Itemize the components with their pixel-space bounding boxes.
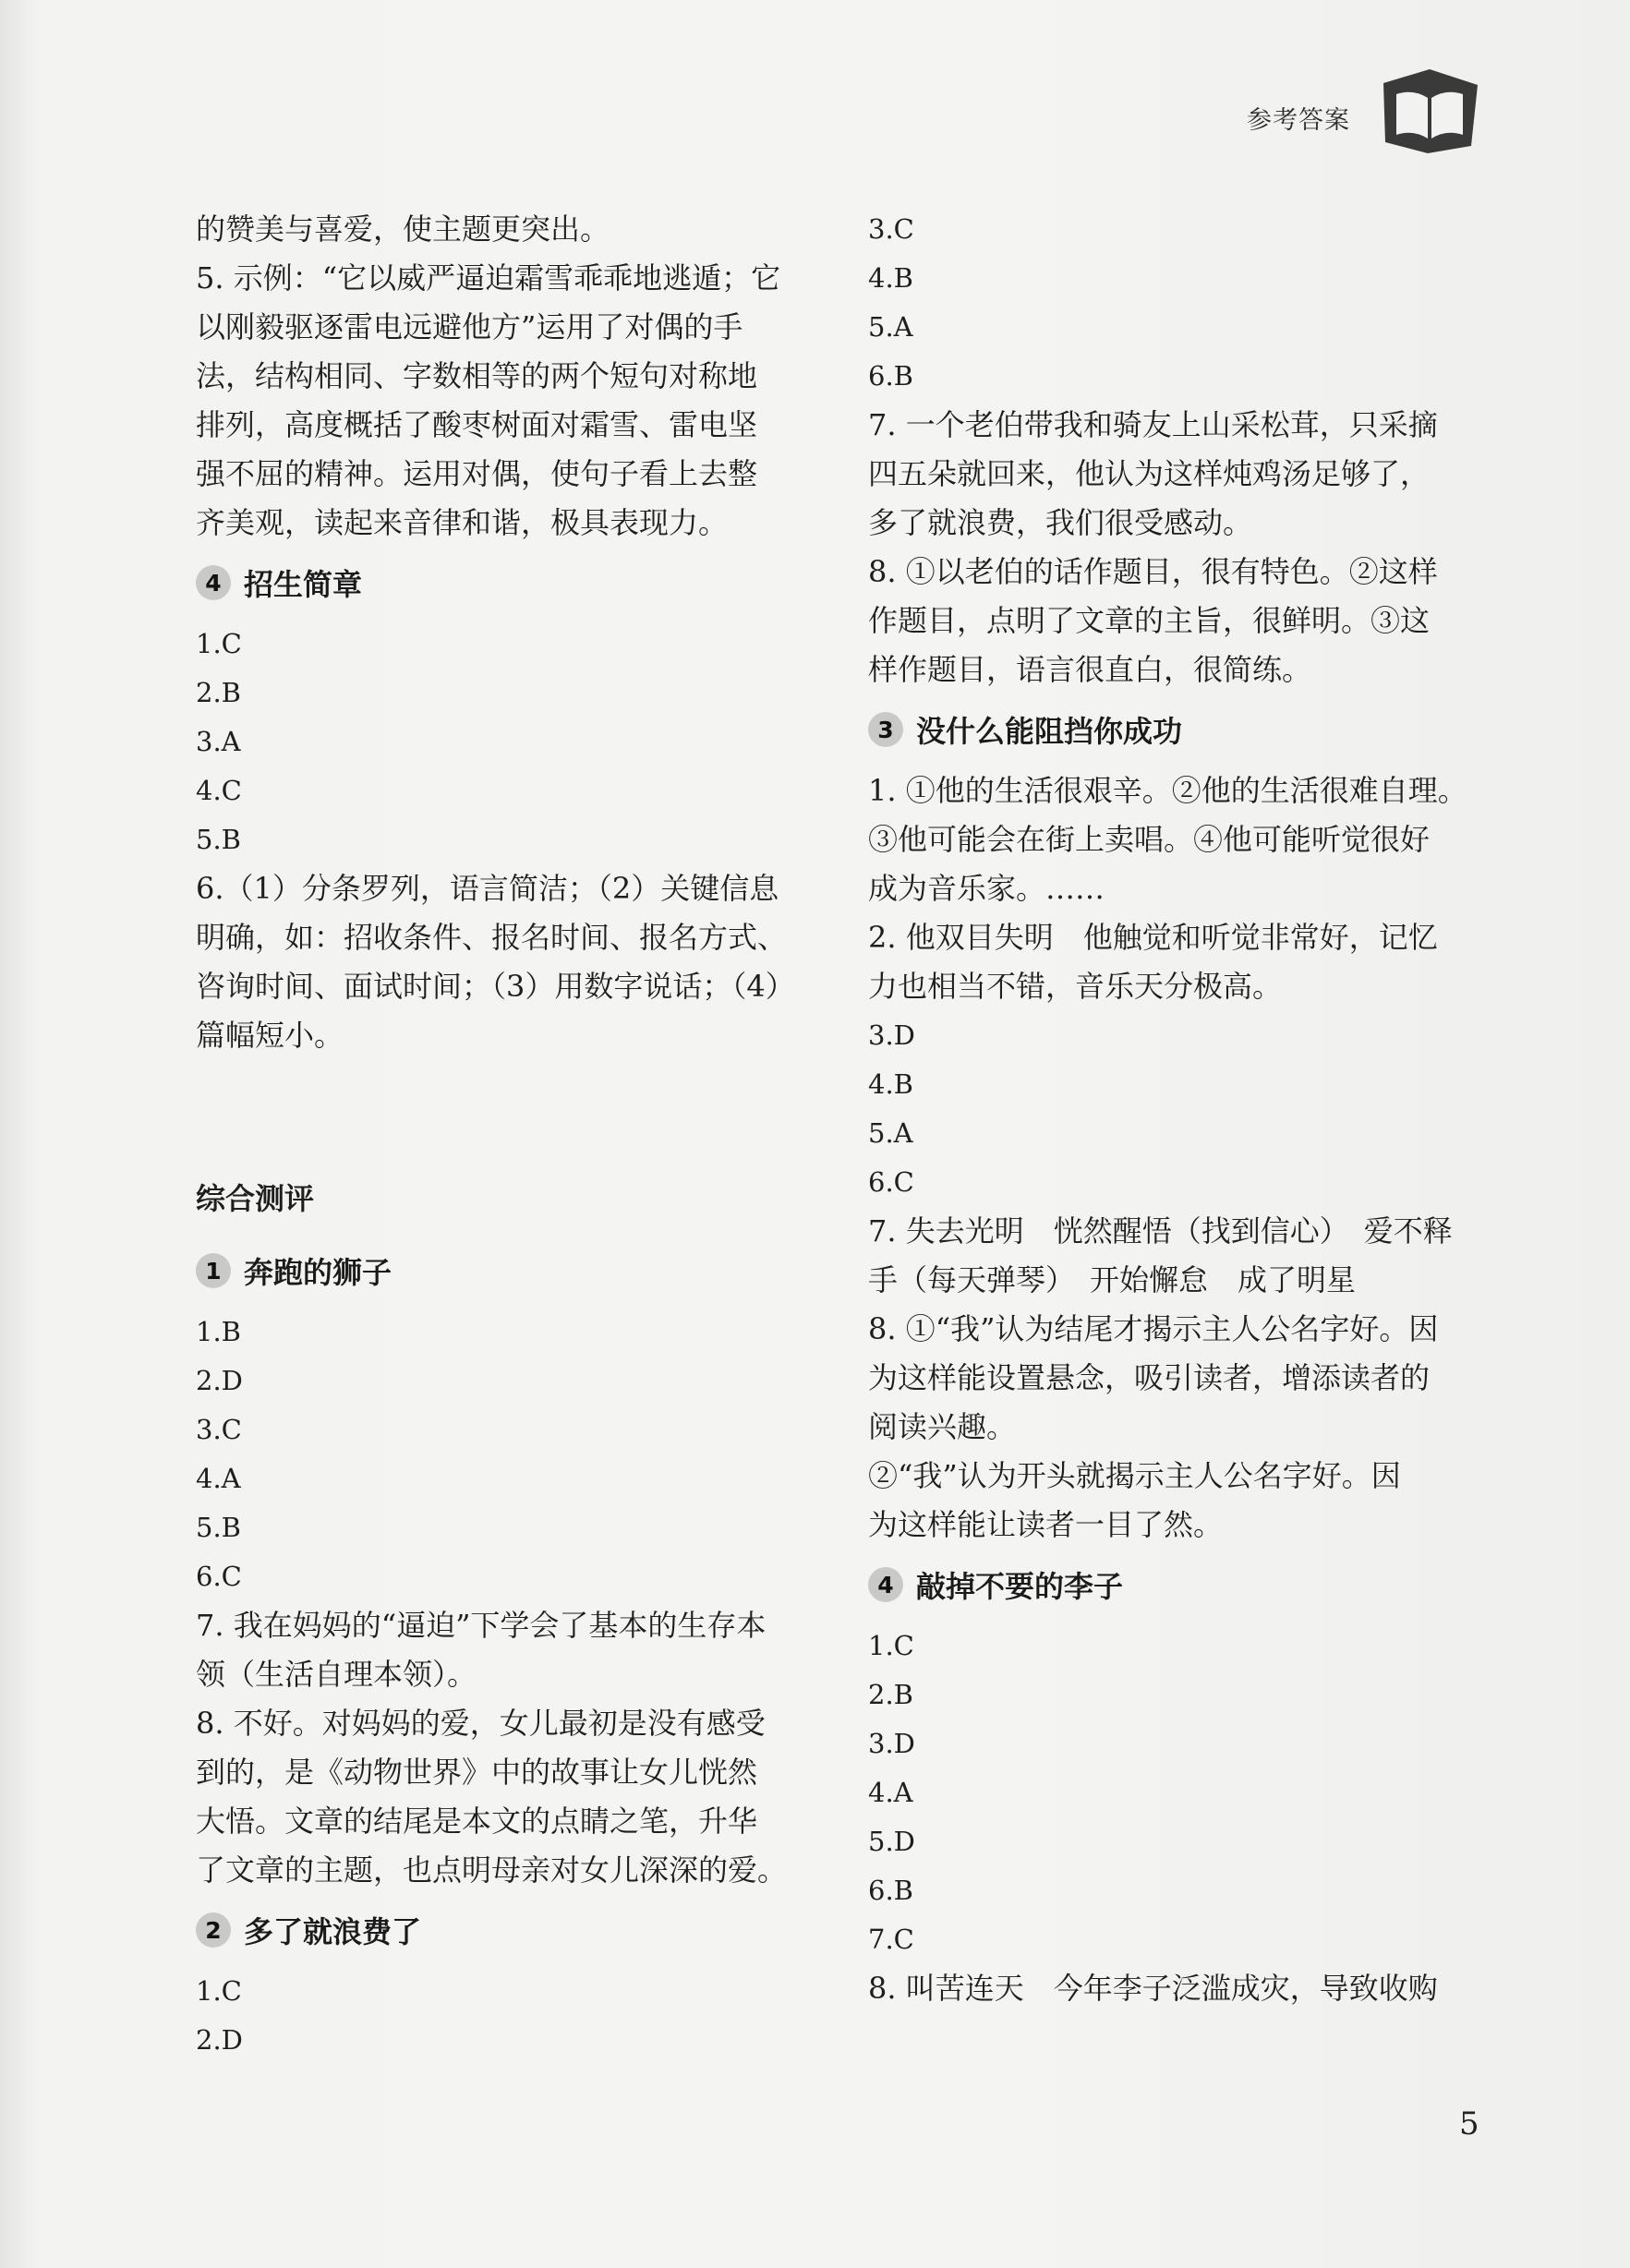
text-line: 8. ①以老伯的话作题目，很有特色。②这样 [868, 554, 1438, 589]
answer-item: 3.A [196, 726, 241, 757]
text-line: 齐美观，读起来音律和谐，极具表现力。 [196, 505, 729, 540]
text-line: 大悟。文章的结尾是本文的点睛之笔，升华 [196, 1804, 758, 1839]
text-line: 手（每天弹琴） 开始懈怠 成了明星 [868, 1262, 1357, 1297]
part-title: 综合测评 [196, 1181, 315, 1216]
answer-item: 1.C [196, 628, 242, 659]
answer-item: 2.B [868, 1679, 913, 1710]
right-column [868, 205, 1478, 2013]
section-title: 敲掉不要的李子 [916, 1569, 1124, 1604]
section-title: 没什么能阻挡你成功 [916, 714, 1183, 749]
text-line: 8. ①“我”认为结尾才揭示主人公名字好。因 [868, 1311, 1439, 1346]
text-line: 力也相当不错，音乐天分极高。 [868, 969, 1283, 1004]
text-line: 四五朵就回来，他认为这样炖鸡汤足够了， [868, 456, 1431, 491]
answer-item: 5.B [196, 1512, 241, 1543]
text-line: 阅读兴趣。 [868, 1409, 1017, 1444]
section-heading [196, 1243, 805, 1298]
text-line: 的赞美与喜爱，使主题更突出。 [196, 211, 610, 247]
text-line: 2. 他双目失明 他触觉和听觉非常好，记忆 [868, 920, 1438, 955]
text-line: 强不屈的精神。运用对偶，使句子看上去整 [196, 456, 758, 491]
answer-item: 1.C [196, 1975, 242, 2007]
answer-item: 3.C [868, 213, 914, 245]
section-title: 多了就浪费了 [244, 1914, 422, 1949]
text-line: 7. 我在妈妈的“逼迫”下学会了基本的生存本 [196, 1608, 767, 1643]
section-number-badge: 4 [196, 565, 231, 600]
section-heading [868, 702, 1478, 757]
text-line: 为这样能设置悬念，吸引读者，增添读者的 [868, 1360, 1431, 1395]
text-line: 领（生活自理本领）。 [196, 1657, 477, 1692]
section-number-badge: 1 [196, 1253, 231, 1288]
answer-item: 6.C [196, 1561, 242, 1592]
text-line: 6.（1）分条罗列，语言简洁；（2）关键信息 [196, 871, 779, 906]
text-line: 明确，如：招收条件、报名时间、报名方式、 [196, 920, 788, 955]
text-line: 8. 叫苦连天 今年李子泛滥成灾，导致收购 [868, 1971, 1438, 2006]
text-line: 样作题目，语言很直白，很简练。 [868, 652, 1312, 687]
answer-item: 5.A [868, 1117, 913, 1149]
left-column [196, 205, 805, 2065]
section-number-badge: 2 [196, 1912, 231, 1948]
header-label: 参考答案 [1247, 106, 1350, 135]
page-number: 5 [1459, 2105, 1479, 2142]
text-line: 7. 失去光明 恍然醒悟（找到信心） 爱不释 [868, 1213, 1453, 1249]
answer-item: 3.D [868, 1019, 915, 1051]
section-number-badge: 3 [868, 712, 903, 747]
answer-item: 5.B [196, 824, 241, 855]
section-number-badge: 4 [868, 1567, 903, 1602]
answer-item: 5.D [868, 1826, 915, 1857]
text-line: 作题目，点明了文章的主旨，很鲜明。③这 [868, 603, 1431, 638]
section-heading [196, 1902, 805, 1958]
answer-item: 2.D [196, 2024, 243, 2056]
text-line: 7. 一个老伯带我和骑友上山采松茸，只采摘 [868, 407, 1438, 442]
section-heading [196, 555, 805, 610]
answer-item: 4.B [868, 1068, 913, 1100]
answer-item: 7.C [868, 1924, 914, 1955]
text-line: 了文章的主题，也点明母亲对女儿深深的爱。 [196, 1852, 788, 1888]
open-book-icon [1374, 65, 1485, 157]
text-line: 以刚毅驱逐雷电远避他方”运用了对偶的手 [196, 309, 743, 344]
answer-item: 2.B [196, 677, 241, 708]
text-line: ③他可能会在街上卖唱。④他可能听觉很好 [868, 822, 1431, 857]
text-line: 排列，高度概括了酸枣树面对霜雪、雷电坚 [196, 407, 758, 442]
section-heading [868, 1557, 1478, 1612]
answer-item: 4.A [868, 1777, 913, 1808]
answer-item: 6.C [868, 1166, 914, 1198]
text-line: ②“我”认为开头就揭示主人公名字好。因 [868, 1458, 1401, 1493]
intro-block [196, 205, 805, 548]
answer-item: 6.B [868, 1875, 913, 1906]
answer-item: 6.B [868, 360, 913, 392]
text-line: 1. ①他的生活很艰辛。②他的生活很难自理。 [868, 773, 1467, 808]
text-line: 到的，是《动物世界》中的故事让女儿恍然 [196, 1755, 758, 1790]
text-line: 为这样能让读者一目了然。 [868, 1507, 1224, 1542]
text-line: 篇幅短小。 [196, 1018, 344, 1053]
answer-item: 1.B [196, 1316, 241, 1347]
text-line: 咨询时间、面试时间；（3）用数字说话；（4） [196, 969, 795, 1004]
text-line: 多了就浪费，我们很受感动。 [868, 505, 1253, 540]
answer-item: 4.B [868, 262, 913, 294]
text-line: 成为音乐家。…… [868, 871, 1105, 906]
text-line: 5. 示例：“它以威严逼迫霜雪乖乖地逃遁；它 [196, 260, 781, 296]
text-line: 法，结构相同、字数相等的两个短句对称地 [196, 358, 758, 393]
answer-item: 3.C [196, 1414, 242, 1445]
text-line: 8. 不好。对妈妈的爱，女儿最初是没有感受 [196, 1706, 766, 1741]
answer-item: 3.D [868, 1728, 915, 1759]
section-title: 招生简章 [244, 567, 363, 602]
answer-item: 1.C [868, 1630, 914, 1661]
answer-item: 5.A [868, 311, 913, 343]
answer-item: 4.C [196, 775, 242, 806]
answer-item: 4.A [196, 1463, 241, 1494]
answer-item: 2.D [196, 1365, 243, 1396]
section-title: 奔跑的狮子 [244, 1255, 392, 1290]
